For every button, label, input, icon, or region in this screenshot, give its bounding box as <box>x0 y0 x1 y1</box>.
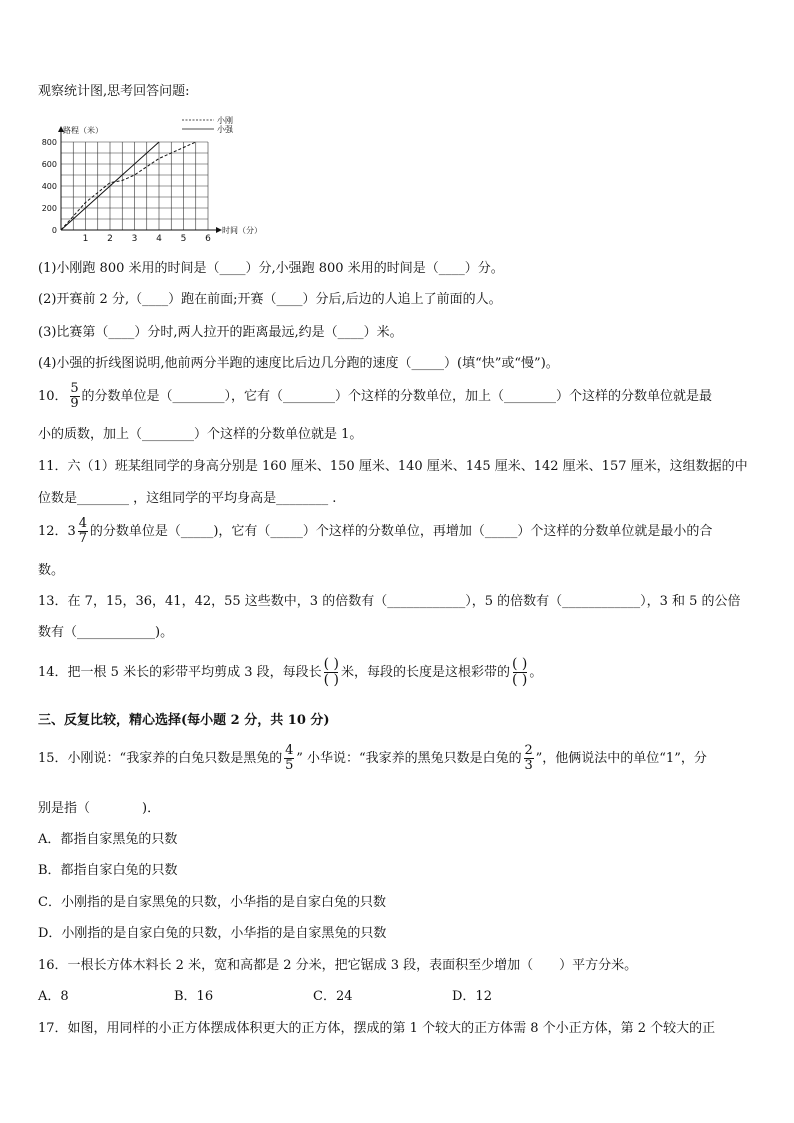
chart-legend <box>182 116 234 134</box>
q14-text1: 14．把一根 5 米长的彩带平均剪成 3 段，每段长 <box>38 665 322 680</box>
q10-fraction <box>70 382 80 411</box>
q14-line <box>38 657 542 688</box>
chart-ticks <box>42 138 211 241</box>
q10-number: 10． <box>38 389 68 404</box>
q15-option-d: D．小刚指的是自家白兔的只数，小华指的是自家黑兔的只数 <box>38 926 387 941</box>
q10-text1: 的分数单位是（________），它有（________）个这样的分数单位，加上（________）个这样的分数单位就是最 <box>81 389 713 404</box>
x-tick-label: 1 <box>82 234 89 241</box>
x-tick-label: 2 <box>107 234 113 241</box>
intro-text: 观察统计图,思考回答问题: <box>38 84 190 99</box>
q15-text2: ” 小华说：“我家养的黑兔只数是白兔的 <box>296 751 522 766</box>
legend-label: 小强 <box>217 125 233 134</box>
q15-frac2-denominator: 3 <box>524 758 533 773</box>
q14-frac2-numerator: ( ) <box>512 656 528 672</box>
chart-axes <box>58 125 262 235</box>
q15-line1 <box>38 744 707 773</box>
x-tick-label: 5 <box>180 234 187 241</box>
q14-text2: 米，每段的长度是这根彩带的 <box>341 665 511 680</box>
q15-frac1-numerator: 4 <box>285 743 294 758</box>
q15-line2: 别是指（ )． <box>38 801 161 816</box>
q15-fraction1 <box>284 744 294 773</box>
q12-whole: 3 <box>67 524 76 539</box>
q15-text3: ”，他俩说法中的单位“1”，分 <box>535 751 707 766</box>
q16-line1: 16．一根长方体木料长 2 米，宽和高都是 2 分米，把它锯成 3 段，表面积至少增加（ ）平方分米。 <box>38 958 638 973</box>
y-tick-label: 800 <box>41 138 57 147</box>
q9-sub2: (2)开赛前 2 分,（____）跑在前面;开赛（____）分后,后边的人追上了前面的人。 <box>38 292 502 307</box>
q16-option-b: B．16 <box>174 989 214 1004</box>
q14-fraction1 <box>324 657 339 688</box>
x-tick-label: 3 <box>131 234 138 241</box>
q15-frac2-numerator: 2 <box>524 743 533 758</box>
y-tick-label: 200 <box>41 204 57 213</box>
y-tick-label: 600 <box>41 160 57 169</box>
section3-heading: 三、反复比较，精心选择(每小题 2 分，共 10 分) <box>38 713 330 728</box>
q15-frac1-denominator: 5 <box>285 758 294 773</box>
q14-frac2-denominator: ( ) <box>512 672 528 688</box>
q14-frac1-numerator: ( ) <box>323 656 339 672</box>
q12-number: 12． <box>38 524 68 539</box>
q10-frac-denominator: 9 <box>70 396 79 411</box>
q12-frac-numerator: 4 <box>78 516 87 531</box>
q14-frac1-denominator: ( ) <box>323 672 339 688</box>
q15-fraction2 <box>524 744 534 773</box>
q14-fraction2 <box>512 657 527 688</box>
y-tick-label: 400 <box>41 182 57 191</box>
q16-option-c: C．24 <box>313 989 353 1004</box>
q9-sub1: (1)小刚跑 800 米用的时间是（____）分,小强跑 800 米用的时间是（____）分。 <box>38 261 504 276</box>
q16-option-d: D．12 <box>452 989 492 1004</box>
q12-text1: 的分数单位是（_____)，它有（_____）个这样的分数单位，再增加（_____）个这样的分数单位就是最小的合 <box>89 524 713 539</box>
q12-fraction <box>78 517 88 546</box>
y-axis-label: 路程（米） <box>63 126 103 135</box>
q13-line1: 13．在 7，15，36，41，42，55 这些数中，3 的倍数有（____________），5 的倍数有（____________），3 和 5 的公倍 <box>38 594 741 609</box>
x-tick-label: 6 <box>205 234 211 241</box>
q11-line1: 11．六（1）班某组同学的身高分别是 160 厘米、150 厘米、140 厘米、145 厘米、142 厘米、157 厘米，这组数据的中 <box>38 459 748 474</box>
q15-option-c: C．小刚指的是自家黑兔的只数，小华指的是自家白兔的只数 <box>38 895 386 910</box>
q11-line2: 位数是________ ，这组同学的平均身高是________ . <box>38 491 337 506</box>
q10-line1 <box>38 382 712 411</box>
legend-label: 小刚 <box>217 116 233 125</box>
q15-text1: 15．小刚说：“我家养的白兔只数是黑兔的 <box>38 751 283 766</box>
line-chart <box>34 116 274 241</box>
q17-line1: 17．如图，用同样的小正方体摆成体积更大的正方体，摆成的第 1 个较大的正方体需 8 个小正方体，第 2 个较大的正 <box>38 1021 716 1036</box>
q14-text3: 。 <box>529 665 543 680</box>
q9-sub4: (4)小强的折线图说明,他前两分半跑的速度比后边几分跑的速度（_____）(填“快”或“慢”)。 <box>38 356 559 371</box>
q16-option-a: A．8 <box>38 989 69 1004</box>
chart-grid <box>61 142 208 230</box>
q15-option-b: B．都指自家白兔的只数 <box>38 863 178 878</box>
q13-line2: 数有（____________)。 <box>38 625 174 640</box>
q10-frac-numerator: 5 <box>70 381 79 396</box>
q9-sub3: (3)比赛第（____）分时,两人拉开的距离最远,约是（____）米。 <box>38 325 403 340</box>
x-axis-label: 时间（分） <box>222 226 262 235</box>
q12-line1 <box>38 517 712 546</box>
q12-line2: 数。 <box>38 563 65 578</box>
x-tick-label: 4 <box>156 234 162 241</box>
q10-line2: 小的质数，加上（________）个这样的分数单位就是 1。 <box>38 427 363 442</box>
q12-frac-denominator: 7 <box>78 531 87 546</box>
y-tick-label: 0 <box>51 226 57 235</box>
q15-option-a: A．都指自家黑兔的只数 <box>38 832 178 847</box>
